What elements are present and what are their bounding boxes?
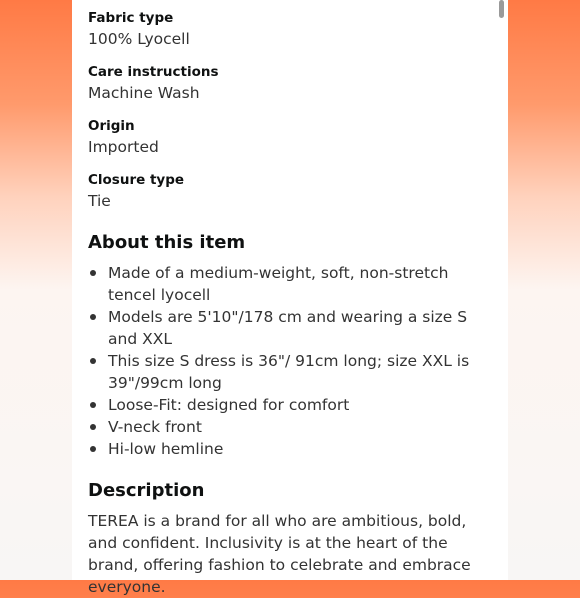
detail-label: Fabric type [88,10,174,26]
bullet-dot-icon [90,402,96,408]
bullet-dot-icon [90,424,96,430]
bullet-dot-icon [90,446,96,452]
bullet-dot-icon [90,314,96,320]
list-item [88,350,492,394]
description-text: TEREA is a brand for all who are ambitious, bold, and confident. Inclusivity is at the heart of the brand, offering fashion to celebrate and embrace everyone. [88,512,471,596]
list-item [88,262,492,306]
detail-closure-type [88,170,492,212]
detail-fabric-type [88,8,492,50]
list-item [88,416,492,438]
list-item [88,306,492,350]
bullet-text: Models are 5'10"/178 cm and wearing a size S and XXL [108,308,468,348]
detail-label: Care instructions [88,64,219,80]
scrollbar-thumb[interactable] [499,0,504,18]
detail-value: Machine Wash [88,84,200,102]
detail-label: Closure type [88,172,185,188]
product-details-content [88,8,492,598]
bullet-dot-icon [90,358,96,364]
detail-care-instructions [88,62,492,104]
bullet-text: Hi-low hemline [108,440,224,458]
about-bullet-list [88,262,492,460]
about-section-title: About this item [88,232,246,253]
bullet-dot-icon [90,270,96,276]
bullet-text: V-neck front [108,418,202,436]
detail-label: Origin [88,118,135,134]
bullet-text: This size S dress is 36"/ 91cm long; size XXL is 39"/99cm long [108,352,470,392]
list-item [88,394,492,416]
detail-value: Tie [88,192,111,210]
bullet-text: Made of a medium-weight, soft, non-stretch tencel lyocell [108,264,449,304]
bullet-text: Loose-Fit: designed for comfort [108,396,350,414]
detail-origin [88,116,492,158]
product-details-panel [72,0,508,596]
description-section-title: Description [88,480,205,501]
detail-value: Imported [88,138,159,156]
list-item [88,438,492,460]
detail-value: 100% Lyocell [88,30,190,48]
